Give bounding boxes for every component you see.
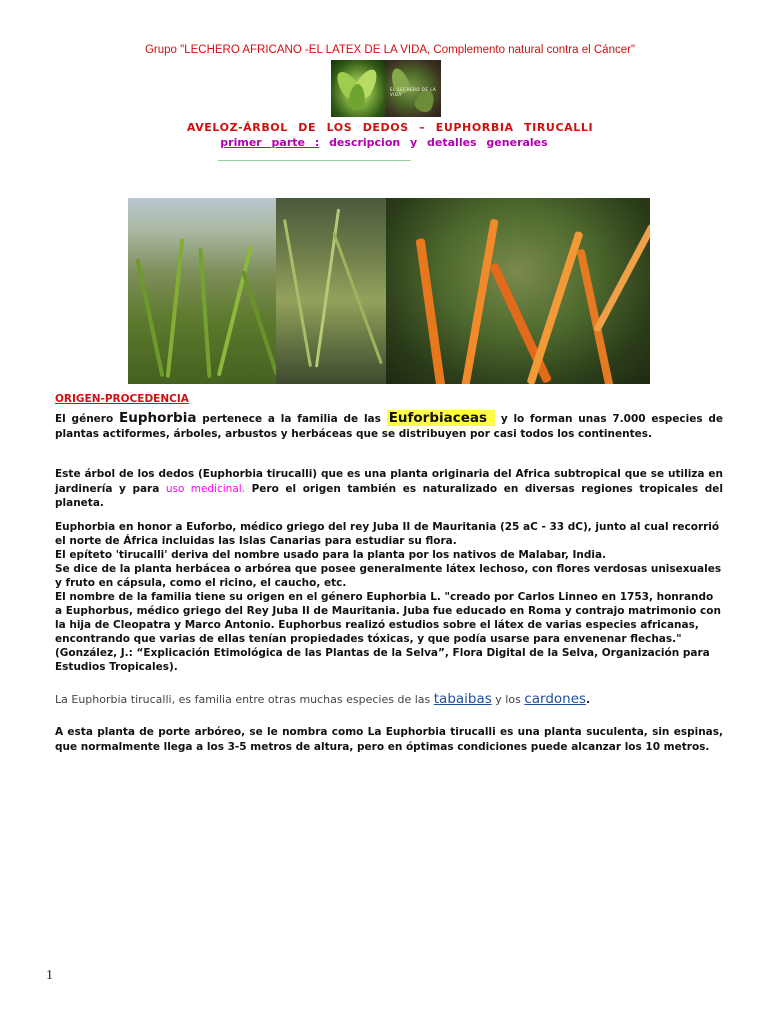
- p4-text-a: La Euphorbia tirucalli, es familia entre otras muchas especies de las: [55, 693, 434, 706]
- p1-text-e: y lo forman unas 7.000 especies de plantas actiformes, árboles, arbustos y herbáceas que se distribuyen por casi todos los continentes.: [55, 413, 724, 440]
- page-number: 1: [46, 968, 53, 983]
- p1-text-c: pertenece a la familia de las: [196, 413, 387, 425]
- p1-genus-name: Euphorbia: [118, 410, 197, 426]
- divider-line: ________________________________________________: [218, 153, 410, 161]
- cardones-link[interactable]: cardones: [524, 691, 587, 707]
- p2-medicinal-use: uso medicinal.: [165, 482, 246, 495]
- p3-line-euforbo: Euphorbia en honor a Euforbo, médico griego del rey Juba II de Mauritania (25 aC - 33 dC), junto al cual recorrió el norte de África incluidas las Islas Canarias para estudiar su flora.: [55, 521, 720, 547]
- p4-text-c: y los: [491, 693, 525, 706]
- section-heading: ORIGEN-PROCEDENCIA: [55, 393, 189, 405]
- tabaibas-link[interactable]: tabaibas: [433, 691, 492, 707]
- paragraph-etymology: [55, 520, 723, 674]
- p3-line-family-name: El nombre de la familia tiene su origen en el género Euphorbia L. "creado por Carlos Linneo en 1753, honrando a Euphorbus, médico griego del Rey Juba II de Mauritania. Juba fue educado en Roma y contrajo matrimonio con la hija de Cleopatra y Marco Antonio. Euphorbus realizó estudios sobre el látex de varias especies africanas, encontrando que varias de ellas tenían propiedades tóxicas, y que podía usarse para envenenar flechas." (González, J.: “Explicación Etimológica de las Plantas de la Selva”, Flora Digital de la Selva, Organización para Estudios Tropicales).: [55, 591, 721, 673]
- paragraph-genus: [55, 411, 723, 441]
- header-thumbnails: [331, 60, 441, 117]
- paragraph-family: [55, 692, 723, 708]
- sub-title: [0, 136, 768, 149]
- plant-photo-bush: [128, 198, 278, 384]
- p3-line-epithet: El epíteto 'tirucalli' deriva del nombre usado para la planta por los nativos de Malabar, India.: [55, 549, 607, 561]
- sub-title-part-label: primer parte :: [220, 136, 320, 149]
- p2-text-a: Este árbol de los dedos (Euphorbia tirucalli) que es una planta originaria del Africa subtropical que se utiliza en jardinería y para: [55, 468, 723, 495]
- paragraph-origin: [55, 467, 723, 511]
- group-title: Grupo "LECHERO AFRICANO -EL LATEX DE LA VIDA, Complemento natural contra el Cáncer": [144, 44, 636, 56]
- plant-thumbnail-image: [331, 60, 386, 117]
- plant-thumbnail-captioned-image: [386, 60, 441, 117]
- p3-line-description: Se dice de la planta herbácea o arbórea que posee generalmente látex lechoso, con flores verdosas unisexuales y fruto en cápsula, como el ricino, el caucho, etc.: [55, 563, 722, 589]
- thumbnail-caption: EL LECHERO DE LA VIDA: [390, 87, 437, 97]
- p1-text-a: El género: [55, 413, 119, 425]
- p4-text-e: .: [586, 694, 591, 706]
- sub-title-description: descripcion y detalles generales: [329, 136, 548, 149]
- p2-text-c: Pero el origen también es naturalizado en diversas regiones tropicales del planeta.: [55, 482, 723, 509]
- p1-family-highlight: Euforbiaceas: [387, 410, 495, 426]
- main-title: AVELOZ-ÁRBOL DE LOS DEDOS – EUPHORBIA TIRUCALLI: [186, 121, 594, 134]
- plant-photo-orange-stems: [386, 198, 650, 384]
- paragraph-size: A esta planta de porte arbóreo, se le nombra como La Euphorbia tirucalli es una planta suculenta, sin espinas, que normalmente llega a los 3-5 metros de altura, pero en óptimas condiciones puede alcanzar los 10 metros.: [55, 726, 723, 753]
- plant-photo-branches: [276, 198, 388, 384]
